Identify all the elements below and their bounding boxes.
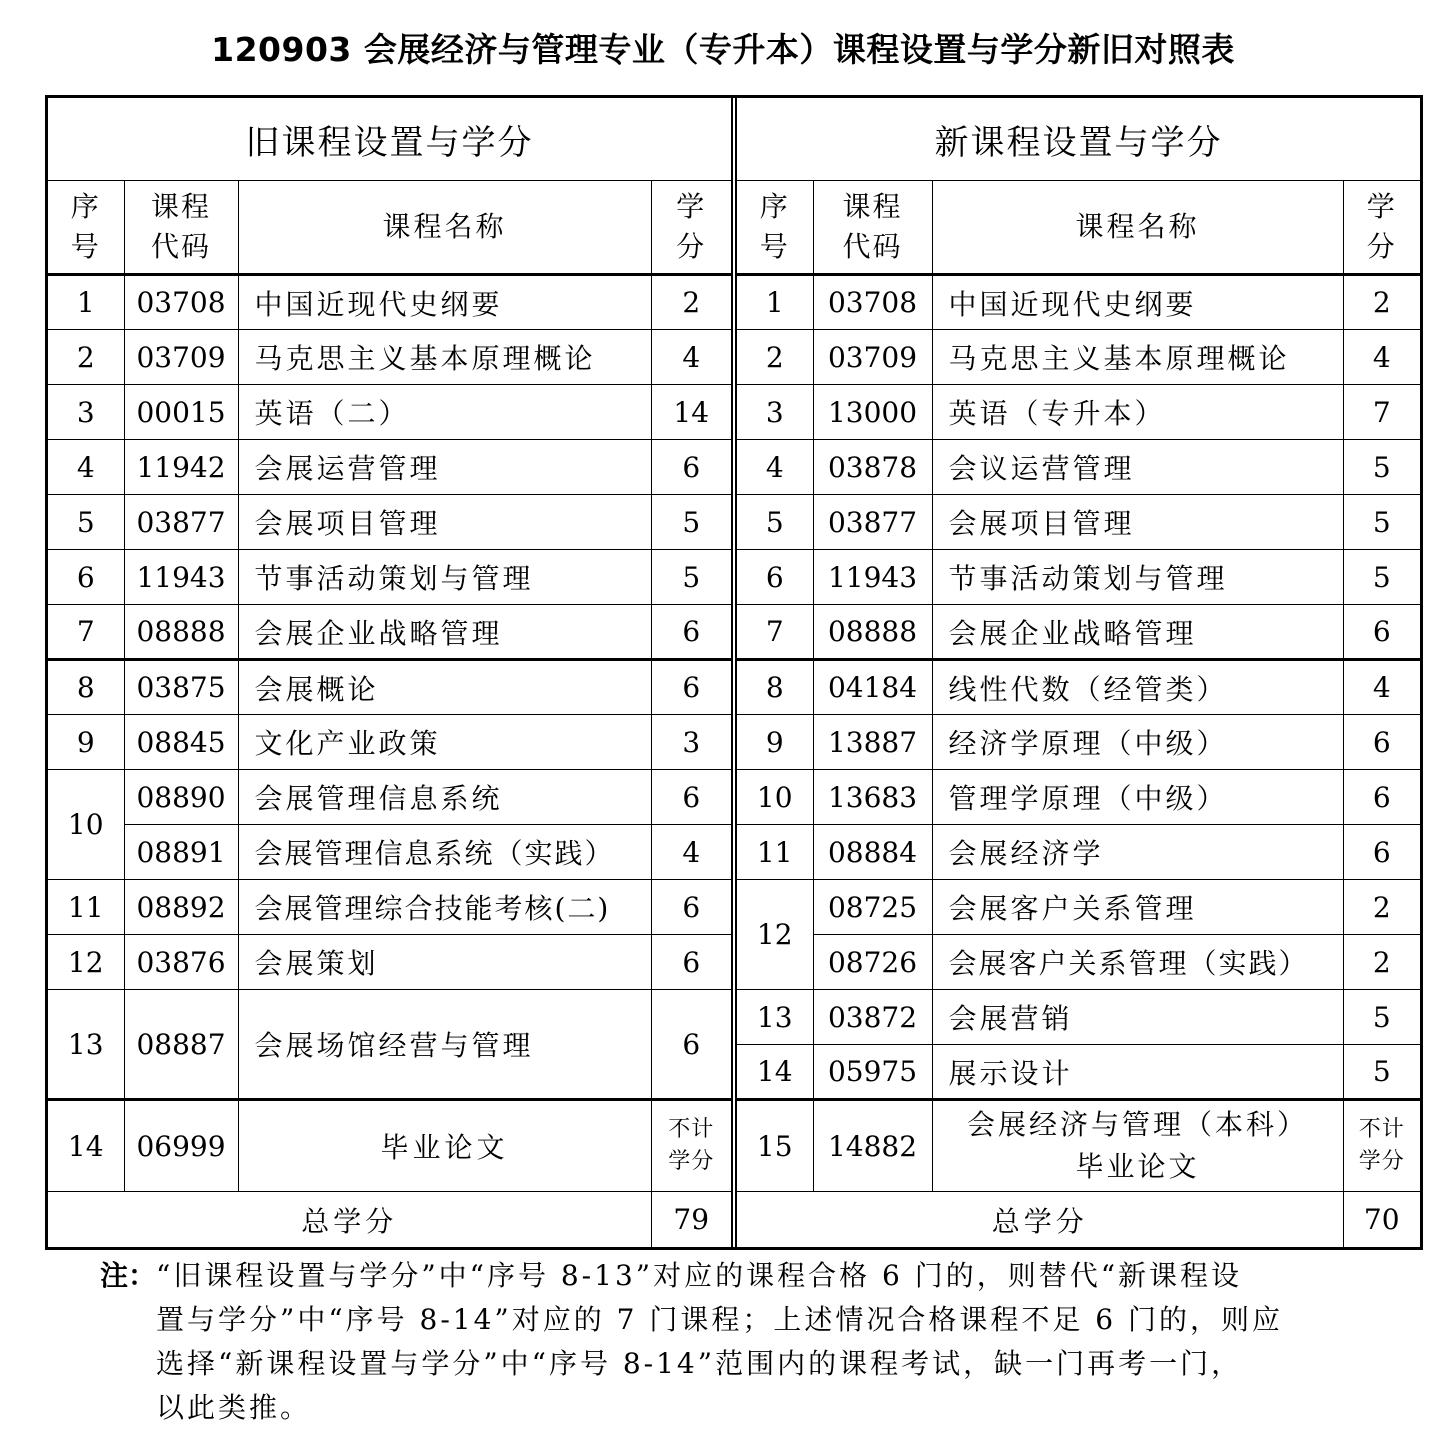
table-row: 14 05975 展示设计 5 — [737, 1045, 1420, 1100]
old-section-title: 旧课程设置与学分 — [48, 98, 731, 181]
table-row: 9 08845 文化产业政策 3 — [48, 715, 731, 770]
new-course-table — [737, 98, 1420, 1248]
footnote: 注：“旧课程设置与学分”中“序号 8-13”对应的课程合格 6 门的，则替代“新课程设 置与学分”中“序号 8-14”对应的 7 门课程；上述情况合格课程不足 6 门的，则应 选择“新课程设置与学分”中“序号 8-14”范围内的课程考试，缺一门再考一门， 以此类推。 — [100, 1259, 1283, 1424]
table-row: 13 03872 会展营销 5 — [737, 990, 1420, 1045]
table-row: 5 03877 会展项目管理 5 — [737, 495, 1420, 550]
table-row: 12 08725 会展客户关系管理 2 — [737, 880, 1420, 935]
table-row: 11 08892 会展管理综合技能考核(二) 6 — [48, 880, 731, 935]
code-header: 课程 代码 — [124, 181, 238, 275]
table-row: 7 08888 会展企业战略管理 6 — [48, 605, 731, 660]
seq-header: 序 号 — [737, 181, 813, 275]
table-row: 2 03709 马克思主义基本原理概论 4 — [737, 330, 1420, 385]
new-section-title: 新课程设置与学分 — [737, 98, 1420, 181]
table-row: 08726 会展客户关系管理（实践） 2 — [737, 935, 1420, 990]
name-header: 课程名称 — [932, 181, 1343, 275]
table-row: 13 08887 会展场馆经营与管理 6 — [48, 990, 731, 1100]
table-row: 11 08884 会展经济学 6 — [737, 825, 1420, 880]
table-row: 12 03876 会展策划 6 — [48, 935, 731, 990]
table-row: 10 13683 管理学原理（中级） 6 — [737, 770, 1420, 825]
table-row: 7 08888 会展企业战略管理 6 — [737, 605, 1420, 660]
table-row: 5 03877 会展项目管理 5 — [48, 495, 731, 550]
table-row: 1 03708 中国近现代史纲要 2 — [48, 275, 731, 330]
seq-header: 序 号 — [48, 181, 124, 275]
table-row: 08891 会展管理信息系统（实践） 4 — [48, 825, 731, 880]
table-row: 6 11943 节事活动策划与管理 5 — [737, 550, 1420, 605]
table-row: 9 13887 经济学原理（中级） 6 — [737, 715, 1420, 770]
table-row: 4 11942 会展运营管理 6 — [48, 440, 731, 495]
code-header: 课程 代码 — [813, 181, 932, 275]
page-title: 120903 会展经济与管理专业（专升本）课程设置与学分新旧对照表 — [211, 30, 1235, 69]
credit-header: 学 分 — [651, 181, 731, 275]
table-row: 15 14882 会展经济与管理（本科） 毕业论文 不计 学分 — [737, 1100, 1420, 1192]
table-row: 3 13000 英语（专升本） 7 — [737, 385, 1420, 440]
comparison-table — [45, 95, 1423, 1250]
credit-header: 学 分 — [1343, 181, 1420, 275]
table-row: 1 03708 中国近现代史纲要 2 — [737, 275, 1420, 330]
table-row: 3 00015 英语（二） 14 — [48, 385, 731, 440]
note-label: 注： — [100, 1259, 157, 1292]
table-row: 10 08890 会展管理信息系统 6 — [48, 770, 731, 825]
table-row: 4 03878 会议运营管理 5 — [737, 440, 1420, 495]
total-row: 总学分 70 — [737, 1192, 1420, 1248]
table-row: 2 03709 马克思主义基本原理概论 4 — [48, 330, 731, 385]
table-row: 14 06999 毕业论文 不计 学分 — [48, 1100, 731, 1192]
name-header: 课程名称 — [238, 181, 651, 275]
old-course-table — [48, 98, 731, 1248]
table-row: 8 03875 会展概论 6 — [48, 660, 731, 715]
old-total: 79 — [651, 1192, 731, 1248]
total-row: 总学分 79 — [48, 1192, 731, 1248]
table-row: 6 11943 节事活动策划与管理 5 — [48, 550, 731, 605]
new-total: 70 — [1343, 1192, 1420, 1248]
table-row: 8 04184 线性代数（经管类） 4 — [737, 660, 1420, 715]
